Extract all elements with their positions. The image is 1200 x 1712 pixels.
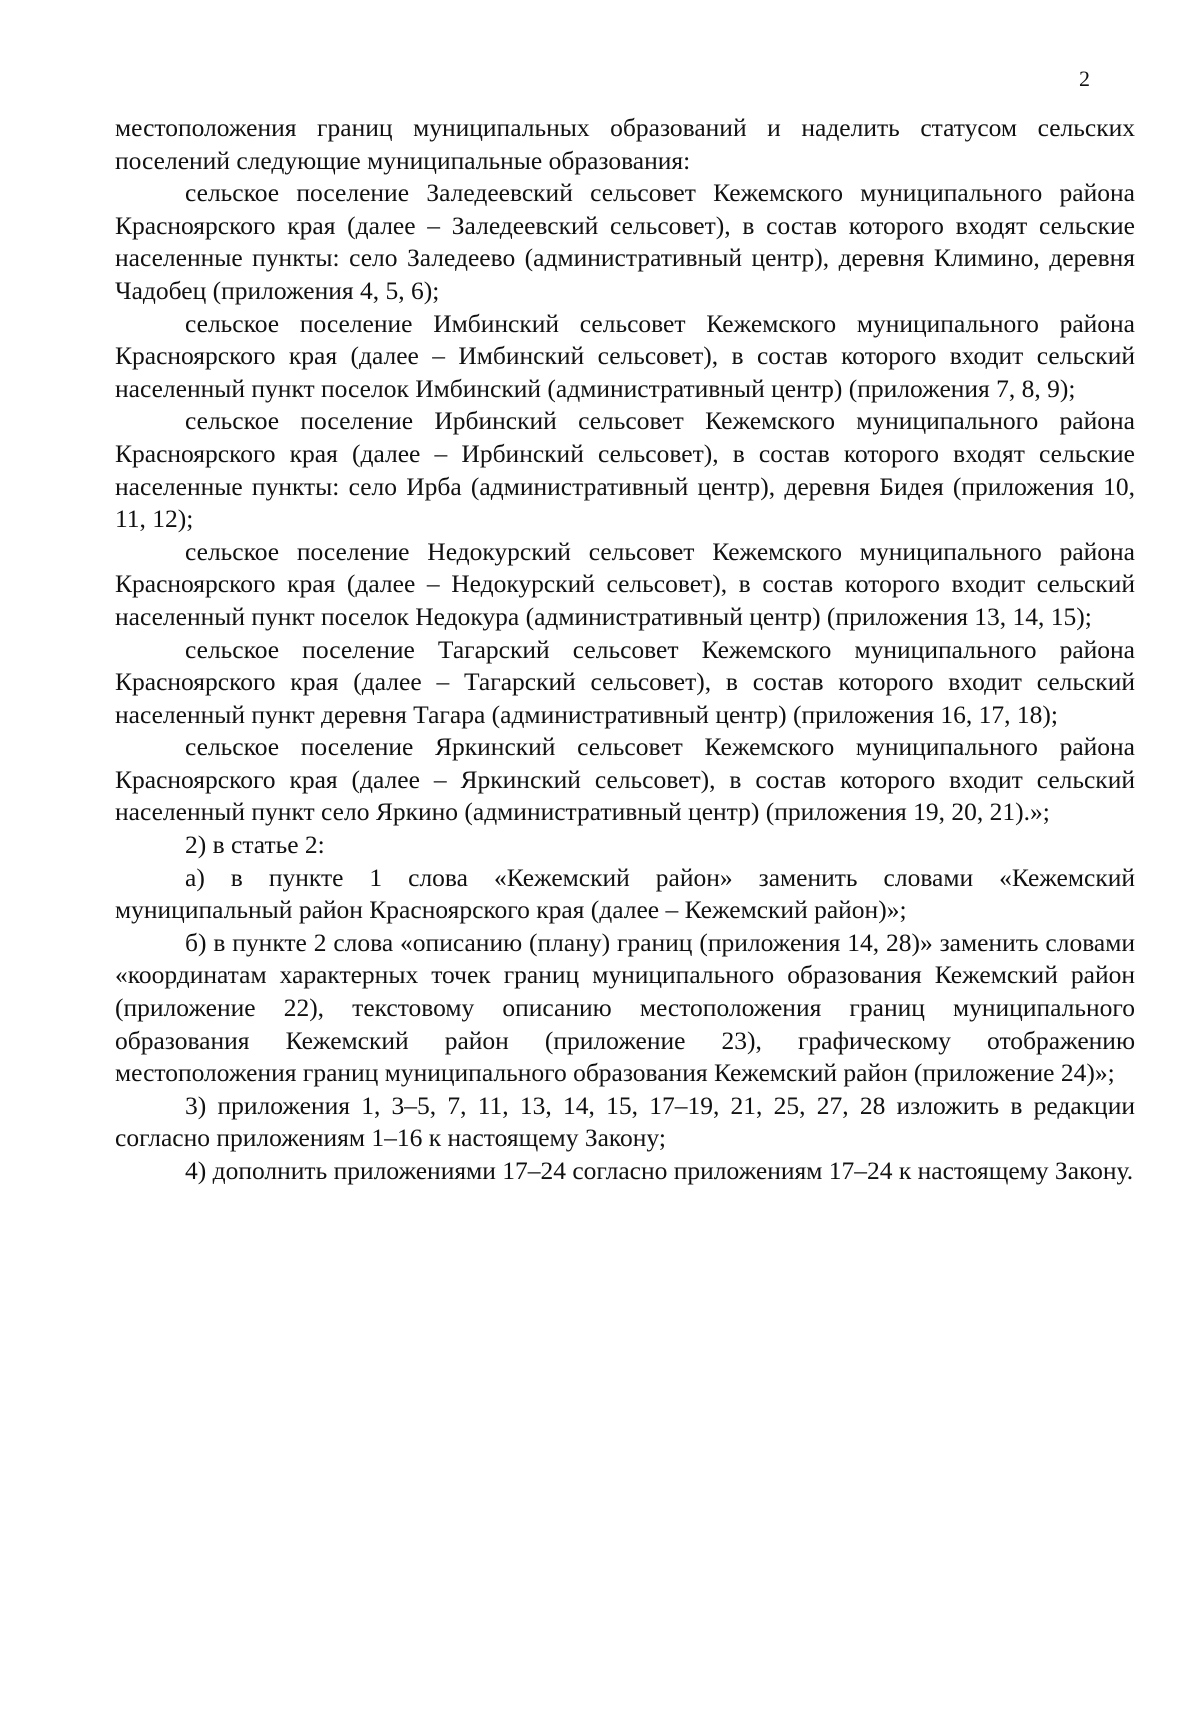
paragraph-imbinsky: сельское поселение Имбинский сельсовет Кежемского муниципального района Красноярского края (далее – Имбинский сельсовет), в состав которого входит сельский населенный пункт поселок Имбинский (административный центр) (приложения 7, 8, 9); (115, 308, 1135, 403)
paragraph-item-4: 4) дополнить приложениями 17–24 согласно приложениям 17–24 к настоящему Закону. (185, 1156, 1134, 1185)
paragraph-item-b: б) в пункте 2 слова «описанию (плану) границ (приложения 14, 28)» заменить словами «координатам характерных точек границ муниципального образования Кежемский район (приложение 22), текстовому описанию местоположения границ муниципального образования Кежемский район (приложение 23), графическому отображению местоположения границ муниципального образования Кежемский район (приложение 24)»; (115, 927, 1135, 1088)
page-number: 2 (1079, 66, 1090, 91)
paragraph-irbinsky: сельское поселение Ирбинский сельсовет Кежемского муниципального района Красноярского края (далее – Ирбинский сельсовет), в состав которого входят сельские населенные пункты: село Ирба (административный центр), деревня Бидея (приложения 10, 11, 12); (115, 406, 1135, 534)
paragraph-yarkinsky: сельское поселение Яркинский сельсовет Кежемского муниципального района Красноярского края (далее – Яркинский сельсовет), в состав которого входит сельский населенный пункт село Яркино (административный центр) (приложения 19, 20, 21).»; (115, 732, 1135, 827)
paragraph-item-a: а) в пункте 1 слова «Кежемский район» заменить словами «Кежемский муниципальный район Красноярского края (далее – Кежемский район)»; (115, 862, 1135, 925)
paragraph-nedokursky: сельское поселение Недокурский сельсовет Кежемского муниципального района Красноярского края (далее – Недокурский сельсовет), в состав которого входит сельский населенный пункт поселок Недокура (административный центр) (приложения 13, 14, 15); (115, 536, 1135, 631)
document-body (115, 112, 1135, 1188)
paragraph-article-2: 2) в статье 2: (185, 830, 325, 860)
paragraph-item-3: 3) приложения 1, 3–5, 7, 11, 13, 14, 15, 17–19, 21, 25, 27, 28 изложить в редакции согласно приложениям 1–16 к настоящему Закону; (115, 1090, 1135, 1153)
paragraph-tagarsky: сельское поселение Тагарский сельсовет Кежемского муниципального района Красноярского края (далее – Тагарский сельсовет), в состав которого входит сельский населенный пункт деревня Тагара (административный центр) (приложения 16, 17, 18); (115, 634, 1135, 729)
paragraph-zaledeevsky: сельское поселение Заледеевский сельсовет Кежемского муниципального района Красноярского края (далее – Заледеевский сельсовет), в состав которого входят сельские населенные пункты: село Заледеево (административный центр), деревня Климино, деревня Чадобец (приложения 4, 5, 6); (115, 178, 1135, 305)
paragraph-continuation: местоположения границ муниципальных образований и наделить статусом сельских поселений следующие муниципальные образования: (115, 113, 1135, 175)
